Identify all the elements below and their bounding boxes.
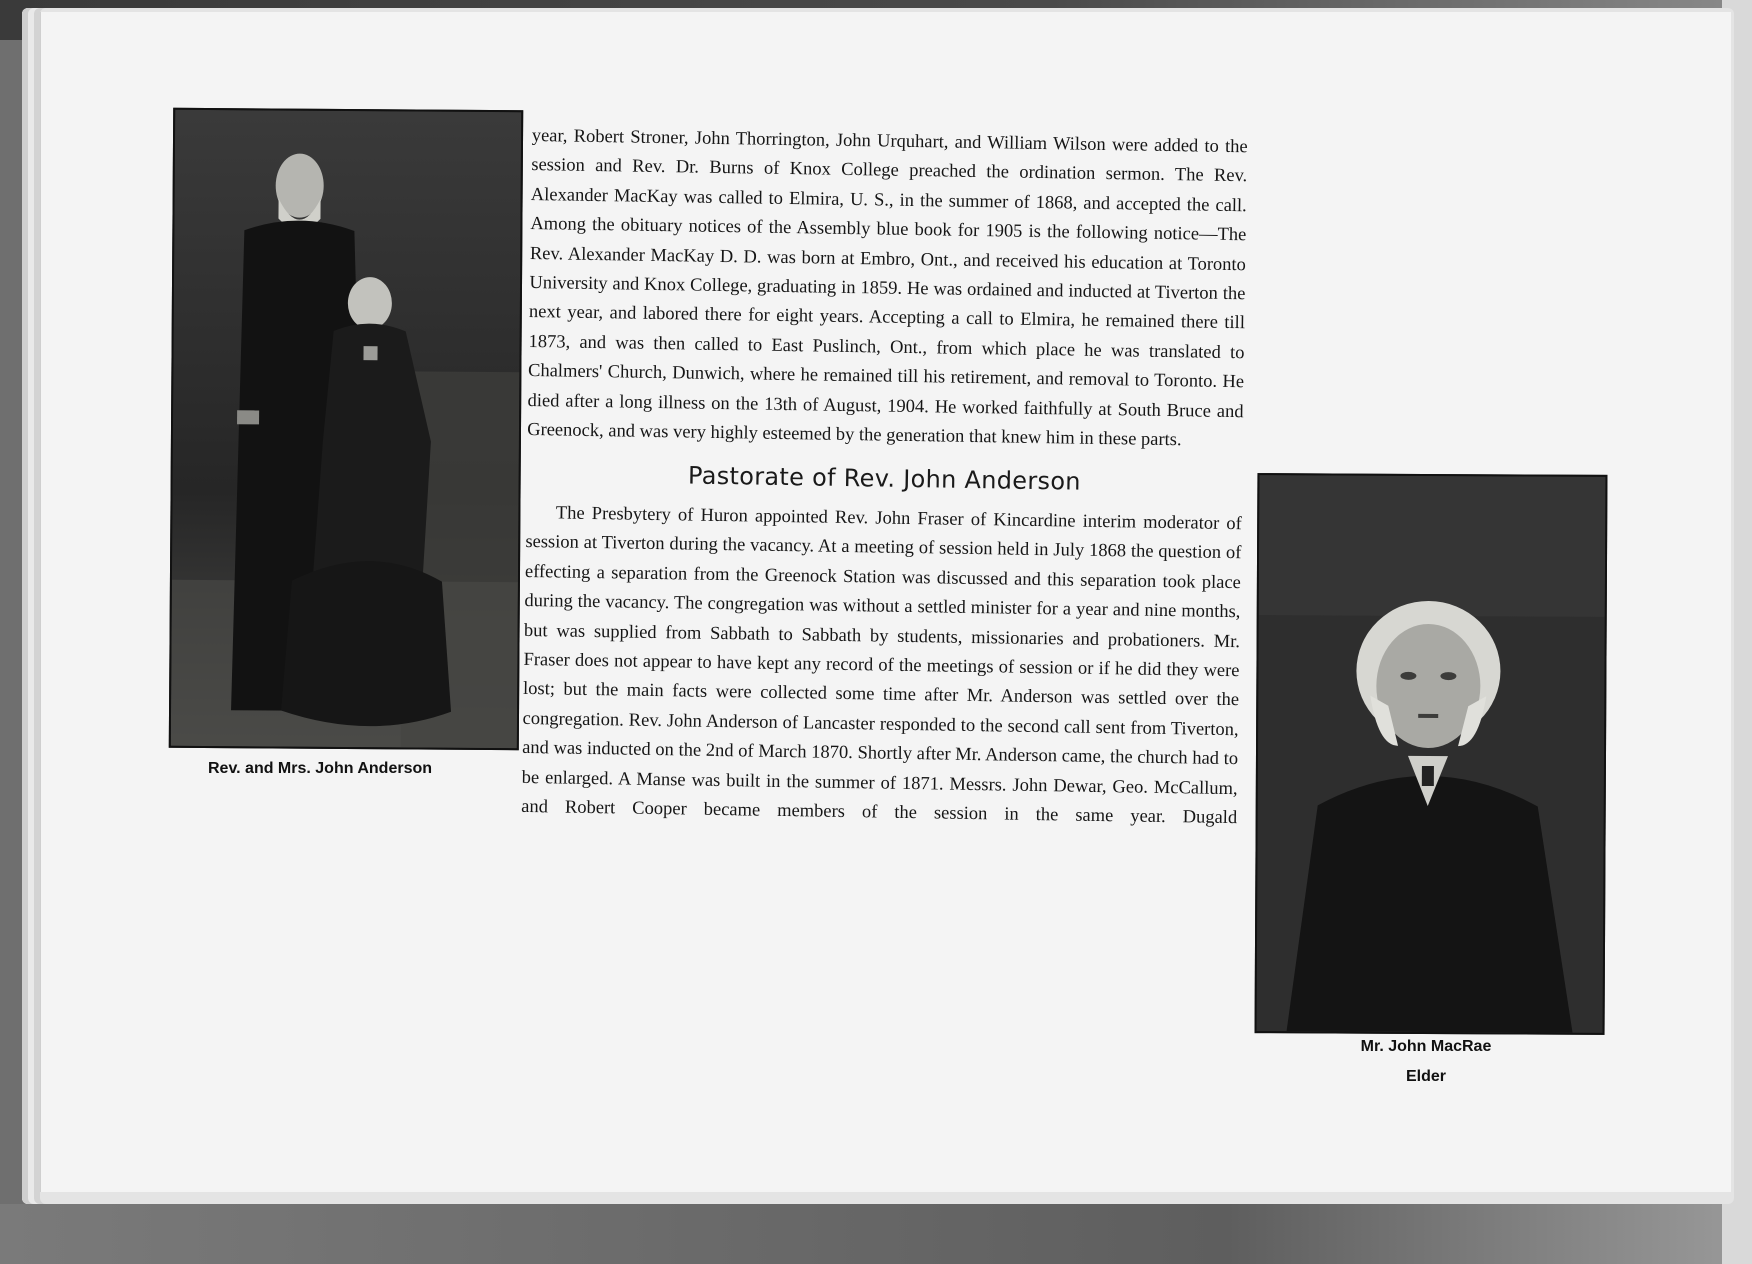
background-bottom xyxy=(0,1204,1752,1264)
elderly-man-portrait-icon xyxy=(1257,475,1606,1033)
caption-role: Elder xyxy=(1405,1068,1446,1085)
caption-name: Mr. John MacRae xyxy=(1360,1038,1492,1055)
section-heading: Pastorate of Rev. John Anderson xyxy=(687,461,1082,497)
body-text xyxy=(521,122,1248,834)
paragraph-mackay: year, Robert Stroner, John Thorrington, John Urquhart, and William Wilson were added to the session and Rev. Dr. Burns of Knox College preached the ordination sermon. The Rev. Alexander MacKay was called to Elmira, U. S., in the summer of 1868, and accepted the call. Among the obituary notices of the Assembly blue book for 1905 is the following notice—The Rev. Alexander MacKay D. D. was born at Embro, Ont., and received his education at Toronto University and Knox College, graduating in 1859. He was ordained and inducted at Tiverton the next year, and labored there for eight years. Accepting a call to Elmira, he remained there till 1873, and was then called to East Puslinch, Ont., from which place he was translated to Chalmers' Church, Dunwich, where he remained till his retirement, and removal to Toronto. He died after a long illness on the 13th of August, 1904. He worked faithfully at South Bruce and Greenock, and was very highly esteemed by the generation that knew him in these parts. xyxy=(527,125,1248,451)
couple-portrait-icon xyxy=(171,110,521,748)
photo-rev-and-mrs-anderson xyxy=(169,108,523,750)
photo-john-macrae xyxy=(1255,473,1608,1035)
caption-john-macrae xyxy=(1256,1032,1596,1092)
paragraph-anderson: The Presbytery of Huron appointed Rev. John Fraser of Kincardine interim moderator of session at Tiverton during the vacancy. At a meeting of session held in July 1868 the question of effecting a separation from the Greenock Station was discussed and this separation took place during the vacancy. The congregation was without a settled minister for a year and nine months, but was supplied from Sabbath to Sabbath by students, missionaries and probationers. Mr. Fraser does not appear to have kept any record of the meetings of session or if he did they were lost; but the main facts were collected some time after Mr. Anderson was settled over the congregation. Rev. John Anderson of Lancaster responded to the second call sent from Tiverton, and was inducted on the 2nd of March 1870. Shortly after Mr. Anderson came, the church had to be enlarged. A Manse was built in the summer of 1871. Messrs. John Dewar, Geo. McCallum, and Robert Cooper became members of the session in the same year. Dugald xyxy=(521,503,1242,829)
caption-rev-and-mrs-anderson: Rev. and Mrs. John Anderson xyxy=(207,760,433,777)
